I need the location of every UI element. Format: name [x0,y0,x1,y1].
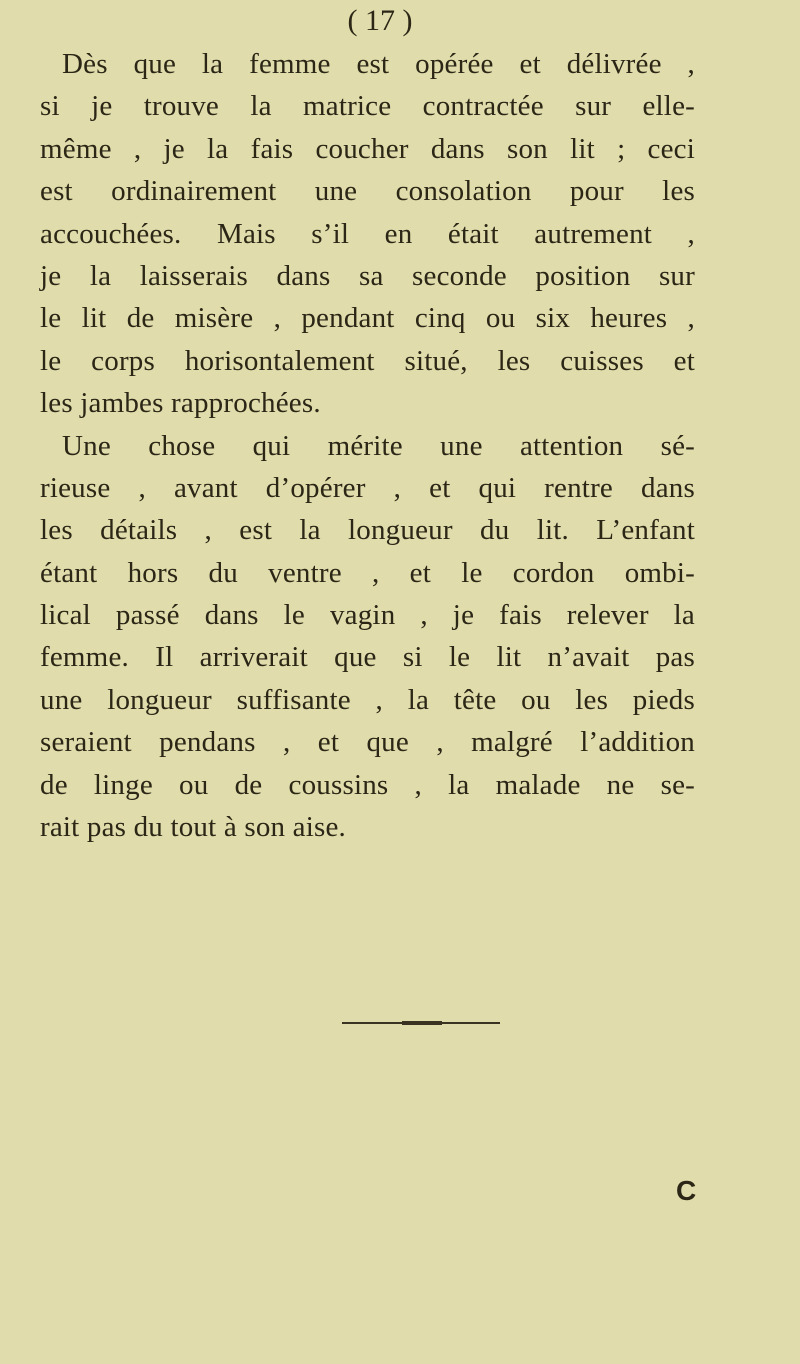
text-line: une longueur suffisante , la tête ou les pieds [40,683,695,716]
text-line: est ordinairement une consolation pour les [40,175,695,208]
signature-mark: C [676,1175,697,1206]
text-line: le corps horisontalement situé, les cuisses et [40,344,695,377]
text-line: rait pas du tout à son aise. [40,811,347,844]
text-line: si je trouve la matrice contractée sur elle- [40,90,695,123]
text-line: Dès que la femme est opérée et délivrée , [62,48,695,80]
text-line: de linge ou de coussins , la malade ne se- [40,768,695,801]
text-line: les détails , est la longueur du lit. L’enfant [40,514,695,547]
text-line: je la laisserais dans sa seconde position sur [40,259,695,292]
text-line: Une chose qui mérite une attention sé- [62,429,695,462]
text-line: même , je la fais coucher dans son lit ; ceci [40,132,695,165]
text-line: lical passé dans le vagin , je fais relever la [40,599,695,632]
text-line: étant hors du ventre , et le cordon ombi- [40,556,695,589]
text-line: rieuse , avant d’opérer , et qui rentre dans [40,471,695,504]
text-line: femme. Il arriverait que si le lit n’avait pas [40,641,695,674]
body-text [40,43,695,848]
text-line: le lit de misère , pendant cinq ou six heures , [40,302,695,335]
text-line: les jambes rapprochées. [40,387,321,420]
text-line: accouchées. Mais s’il en était autrement , [40,217,695,250]
section-rule [342,1022,500,1024]
page-number: ( 17 ) [347,4,413,37]
text-line: seraient pendans , et que , malgré l’addition [40,726,695,759]
